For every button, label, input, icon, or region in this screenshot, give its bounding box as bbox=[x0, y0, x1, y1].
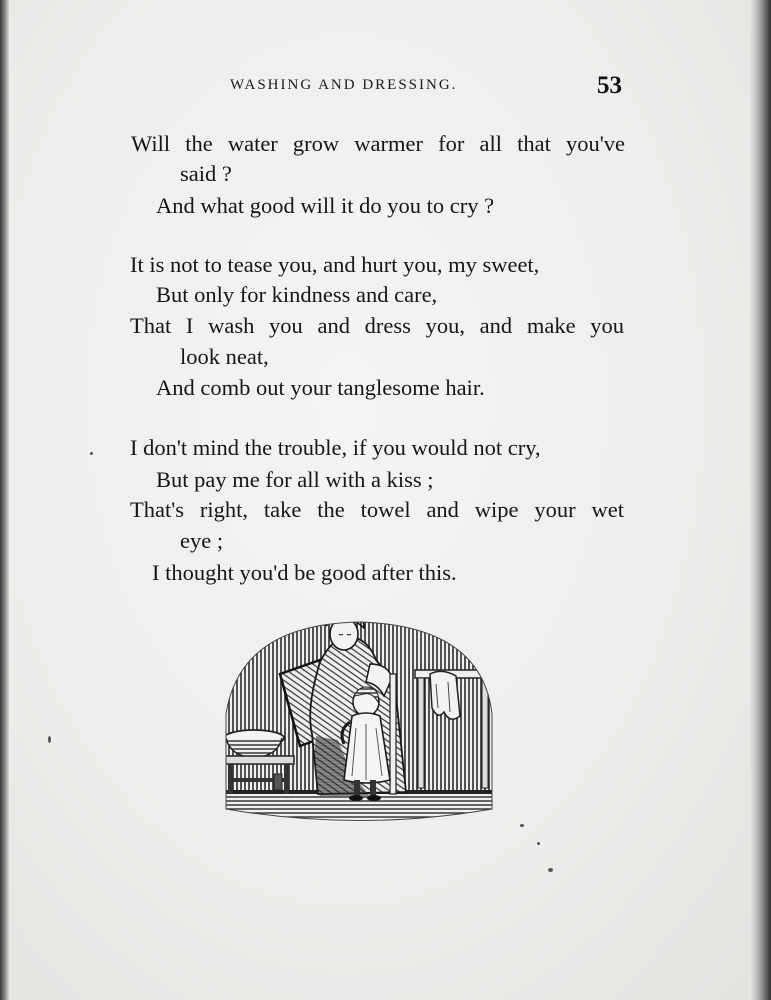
poem-line: I thought you'd be good after this. bbox=[152, 560, 457, 585]
page-number: 53 bbox=[597, 72, 622, 99]
poem-line: eye ; bbox=[180, 528, 224, 553]
poem-line: Will the water grow warmer for all that you've bbox=[131, 131, 625, 156]
poem-line: And comb out your tanglesome hair. bbox=[156, 375, 485, 400]
poem-line: It is not to tease you, and hurt you, my sweet, bbox=[130, 252, 540, 277]
poem-line: That I wash you and dress you, and make you bbox=[130, 313, 624, 338]
poem-line: look neat, bbox=[180, 344, 269, 369]
ink-speck bbox=[537, 842, 540, 845]
poem-line: That's right, take the towel and wipe your wet bbox=[130, 497, 624, 522]
poem-line: I don't mind the trouble, if you would not cry, bbox=[130, 435, 541, 460]
woodcut-mother-dressing-child-icon bbox=[220, 604, 496, 828]
ink-speck bbox=[520, 824, 524, 827]
poem-line: But pay me for all with a kiss ; bbox=[156, 467, 434, 492]
poem-line: And what good will it do you to cry ? bbox=[156, 193, 495, 218]
ink-speck bbox=[48, 736, 51, 743]
page-outer-edge bbox=[749, 0, 771, 1000]
poem-line: But only for kindness and care, bbox=[156, 282, 438, 307]
ink-speck bbox=[548, 868, 553, 872]
poem-line: said ? bbox=[180, 161, 232, 186]
ink-speck bbox=[90, 452, 93, 455]
running-head: WASHING AND DRESSING. bbox=[230, 77, 458, 93]
page-binding-edge bbox=[0, 0, 9, 1000]
